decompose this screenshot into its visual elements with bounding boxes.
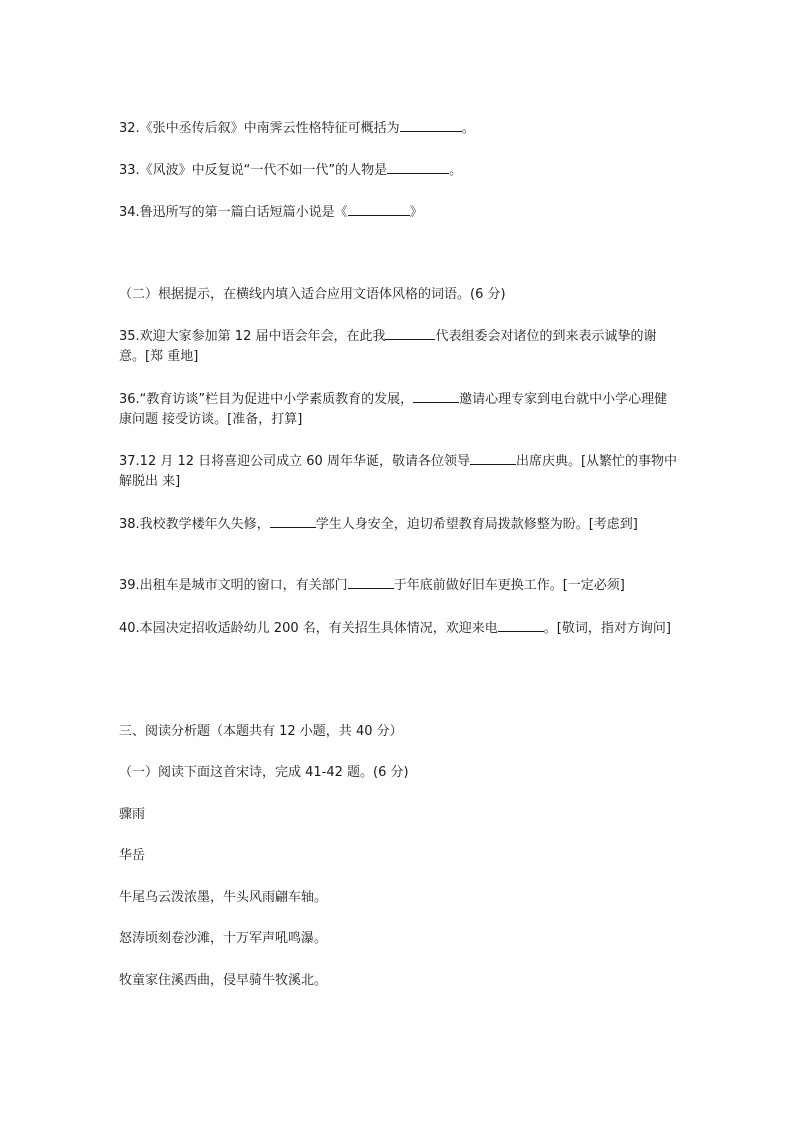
question-text: 40.本园决定招收适龄幼儿 200 名，有关招生具体情况，欢迎来电: [119, 621, 498, 636]
answer-blank: [385, 326, 435, 340]
poem-author: 华岳: [119, 848, 146, 863]
question-text: 38.我校教学楼年久失修，: [119, 517, 270, 532]
question-text-end: 。: [461, 121, 475, 136]
answer-blank: [498, 618, 544, 632]
question-text-end: 学生人身安全，迫切希望教育局拨款修整为盼。[考虑到]: [315, 517, 638, 532]
answer-blank: [387, 160, 449, 174]
question-33: [119, 160, 679, 181]
question-40: [119, 618, 679, 639]
answer-blank: [270, 514, 316, 528]
question-text: 33.《风波》中反复说“一代不如一代”的人物是: [119, 163, 388, 178]
question-35: [119, 326, 679, 367]
question-38: [119, 514, 679, 535]
poem-line: 怒涛顷刻卷沙滩，十万军声吼鸣瀑。: [119, 931, 328, 946]
answer-blank: [400, 118, 462, 132]
question-text: 34.鲁迅所写的第一篇白话短篇小说是《: [119, 205, 348, 220]
question-37: [119, 451, 679, 492]
question-text-end: 出席庆典。[从繁忙的事物中解脱出 来]: [119, 454, 678, 489]
question-text: 36.“教育访谈”栏目为促进中小学素质教育的发展，: [119, 392, 414, 407]
question-text-end: 于年底前做好旧车更换工作。[一定必须]: [393, 578, 625, 593]
answer-blank: [348, 202, 410, 216]
answer-blank: [348, 575, 394, 589]
question-text: 35.欢迎大家参加第 12 届中语会年会，在此我: [119, 329, 386, 344]
poem-title: 骤雨: [119, 807, 146, 822]
question-39: [119, 575, 679, 596]
answer-blank: [413, 389, 459, 403]
question-text: 39.出租车是城市文明的窗口，有关部门: [119, 578, 348, 593]
question-text-end: 》: [409, 205, 423, 220]
question-34: [119, 202, 679, 223]
answer-blank: [470, 451, 516, 465]
poem-line: 牛尾乌云泼浓墨，牛头风雨翩车轴。: [119, 890, 328, 905]
question-32: [119, 118, 679, 139]
question-text-end: 。: [449, 163, 463, 178]
poem-line: 牧童家住溪西曲，侵早骑牛牧溪北。: [119, 973, 328, 988]
section-two-heading: （二）根据提示，在横线内填入适合应用文语体风格的词语。(6 分): [119, 287, 506, 302]
section-three-heading: 三、阅读分析题（本题共有 12 小题，共 40 分）: [119, 724, 403, 739]
subsection-heading: （一）阅读下面这首宋诗，完成 41-42 题。(6 分): [119, 765, 409, 780]
question-36: [119, 389, 679, 430]
question-text-end: 代表组委会对诸位的到来表示诚挚的谢意。[郑 重地]: [119, 329, 657, 364]
question-text-end: 邀请心理专家到电台就中小学心理健康问题 接受访谈。[准备，打算]: [119, 392, 668, 427]
question-text: 32.《张中丞传后叙》中南霁云性格特征可概括为: [119, 121, 400, 136]
question-text-end: 。[敬词，指对方询问]: [543, 621, 671, 636]
question-text: 37.12 月 12 日将喜迎公司成立 60 周年华诞，敬请各位领导: [119, 454, 470, 469]
